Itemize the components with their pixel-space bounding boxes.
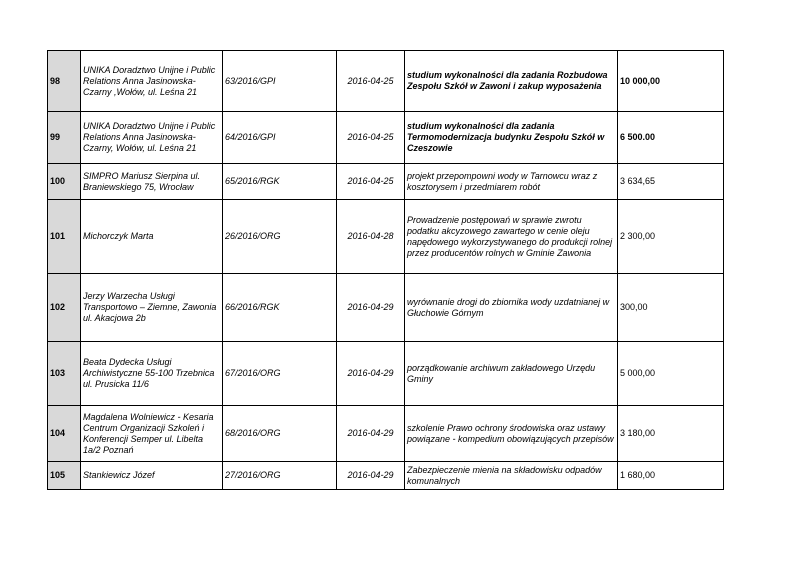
amount-cell: 5 000,00	[618, 342, 724, 406]
contractor-cell: Magdalena Wolniewicz - Kesaria Centrum Organizacji Szkoleń i Konferencji Semper ul. Libelta 1a/2 Poznań	[81, 406, 223, 462]
description-cell: szkolenie Prawo ochrony środowiska oraz ustawy powiązane - kompedium obowiązujących przepisów	[405, 406, 618, 462]
contract-number-cell: 67/2016/ORG	[223, 342, 337, 406]
row-number: 105	[48, 462, 81, 490]
contract-number-cell: 66/2016/RGK	[223, 274, 337, 342]
contractor-cell: UNIKA Doradztwo Unijne i Public Relations Anna Jasinowska-Czarny, Wołów, ul. Leśna 21	[81, 112, 223, 164]
table-row	[48, 51, 724, 112]
table-body	[48, 51, 724, 490]
table-row	[48, 112, 724, 164]
contract-number-cell: 63/2016/GPI	[223, 51, 337, 112]
date-cell: 2016-04-28	[337, 200, 405, 274]
description-cell: wyrównanie drogi do zbiornika wody uzdatnianej w Głuchowie Górnym	[405, 274, 618, 342]
date-cell: 2016-04-29	[337, 462, 405, 490]
table-row	[48, 164, 724, 200]
contract-number-cell: 26/2016/ORG	[223, 200, 337, 274]
contracts-table	[47, 50, 724, 490]
amount-cell: 10 000,00	[618, 51, 724, 112]
description-cell: Prowadzenie postępowań w sprawie zwrotu podatku akcyzowego zawartego w cenie oleju napędowego wykorzystywanego do produkcji rolnej przez producentów rolnych w Gminie Zawonia	[405, 200, 618, 274]
date-cell: 2016-04-25	[337, 51, 405, 112]
date-cell: 2016-04-29	[337, 406, 405, 462]
date-cell: 2016-04-25	[337, 112, 405, 164]
contract-number-cell: 64/2016/GPI	[223, 112, 337, 164]
row-number: 100	[48, 164, 81, 200]
row-number: 102	[48, 274, 81, 342]
description-cell: studium wykonalności dla zadania Rozbudowa Zespołu Szkół w Zawoni i zakup wyposażenia	[405, 51, 618, 112]
description-cell: projekt przepompowni wody w Tarnowcu wraz z kosztorysem i przedmiarem robót	[405, 164, 618, 200]
date-cell: 2016-04-25	[337, 164, 405, 200]
contractor-cell: Jerzy Warzecha Usługi Transportowo – Ziemne, Zawonia ul. Akacjowa 2b	[81, 274, 223, 342]
contractor-cell: SIMPRO Mariusz Sierpina ul. Braniewskiego 75, Wrocław	[81, 164, 223, 200]
date-cell: 2016-04-29	[337, 342, 405, 406]
date-cell: 2016-04-29	[337, 274, 405, 342]
amount-cell: 3 634,65	[618, 164, 724, 200]
table-row	[48, 274, 724, 342]
description-cell: Zabezpieczenie mienia na składowisku odpadów komunalnych	[405, 462, 618, 490]
row-number: 101	[48, 200, 81, 274]
contract-number-cell: 27/2016/ORG	[223, 462, 337, 490]
amount-cell: 3 180,00	[618, 406, 724, 462]
table-row	[48, 342, 724, 406]
description-cell: porządkowanie archiwum zakładowego Urzędu Gminy	[405, 342, 618, 406]
row-number: 98	[48, 51, 81, 112]
contract-number-cell: 65/2016/RGK	[223, 164, 337, 200]
table-row	[48, 406, 724, 462]
amount-cell: 300,00	[618, 274, 724, 342]
contractor-cell: Michorczyk Marta	[81, 200, 223, 274]
contractor-cell: Beata Dydecka Usługi Archiwistyczne 55-100 Trzebnica ul. Prusicka 11/6	[81, 342, 223, 406]
description-cell: studium wykonalności dla zadania Termomodernizacja budynku Zespołu Szkół w Czeszowie	[405, 112, 618, 164]
contract-number-cell: 68/2016/ORG	[223, 406, 337, 462]
contractor-cell: Stankiewicz Józef	[81, 462, 223, 490]
amount-cell: 6 500.00	[618, 112, 724, 164]
table-row	[48, 462, 724, 490]
amount-cell: 2 300,00	[618, 200, 724, 274]
contractor-cell: UNIKA Doradztwo Unijne i Public Relations Anna Jasinowska-Czarny ,Wołów, ul. Leśna 21	[81, 51, 223, 112]
row-number: 99	[48, 112, 81, 164]
row-number: 103	[48, 342, 81, 406]
row-number: 104	[48, 406, 81, 462]
amount-cell: 1 680,00	[618, 462, 724, 490]
table-row	[48, 200, 724, 274]
